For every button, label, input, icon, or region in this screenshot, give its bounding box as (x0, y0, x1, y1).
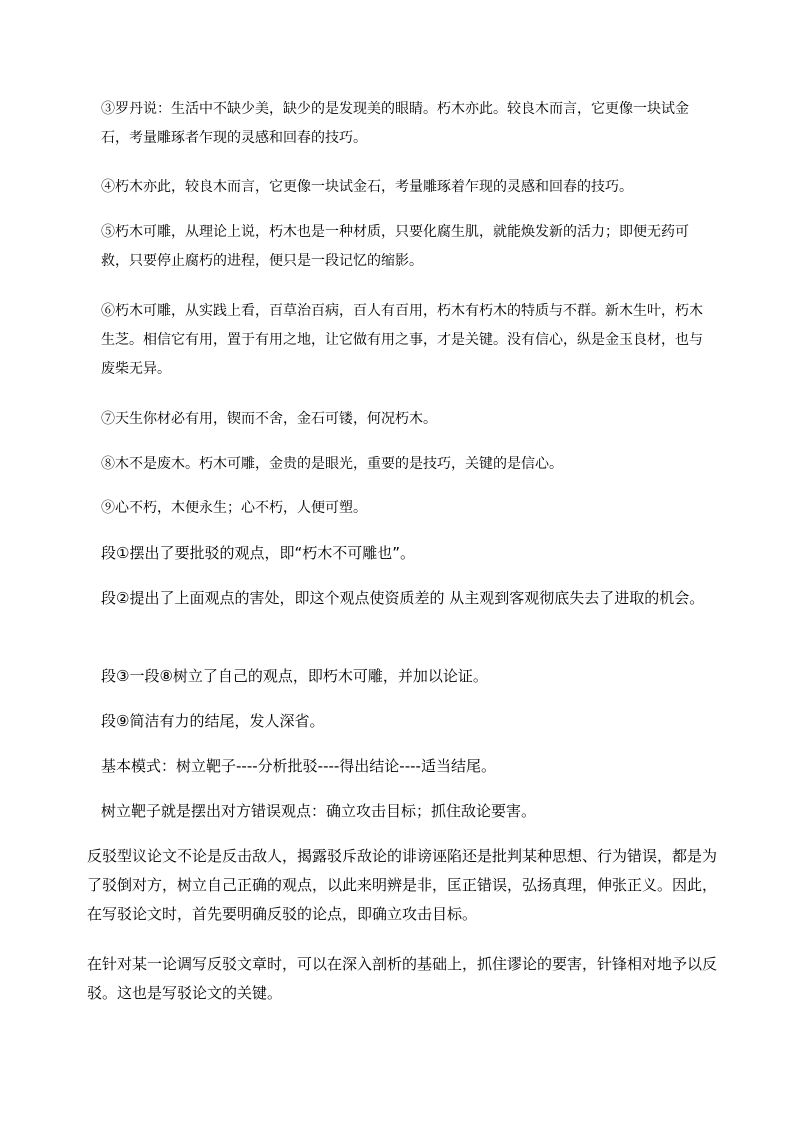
paragraph-6: ⑥朽木可雕，从实践上看，百草治百病，百人有百用，朽木有朽木的特质与不群。新木生叶，朽木生芝。相信它有用，置于有用之地，让它做有用之事，才是关键。没有信心，纵是金玉良材，也与废柴无异。 (101, 303, 703, 377)
paragraph-9: ⑨心不朽，木便永生；心不朽，人便可塑。 (101, 500, 367, 516)
set-up-target-definition: 树立靶子就是摆出对方错误观点：确立攻击目标；抓住敌论要害。 (101, 802, 537, 820)
paragraph-5: ⑤朽木可雕，从理论上说，朽木也是一种材质，只要化腐生肌，就能焕发新的活力；即便无药可救，只要停止腐朽的进程，便只是一段记忆的缩影。 (101, 224, 689, 269)
refutation-essay-explanation: 反驳型议论文不论是反击敌人，揭露驳斥敌论的诽谤诬陷还是批判某种思想、行为错误，都是为了驳倒对方，树立自己正确的观点，以此来明辨是非，匡正错误，弘扬真理，伸张正义。因此，在写驳论文时，首先要明确反驳的论点，即确立攻击目标。 (87, 847, 718, 923)
paragraph-8: ⑧木不是废木。朽木可雕，金贵的是眼光，重要的是技巧，关键的是信心。 (101, 456, 563, 472)
analysis-paragraph-2: 段②提出了上面观点的害处，即这个观点使资质差的 从主观到客观彻底失去了进取的机会。 (101, 589, 705, 607)
paragraph-3-rodin-quote: ③罗丹说：生活中不缺少美，缺少的是发现美的眼睛。朽木亦此。较良木而言，它更像一块试金石，考量雕琢者乍现的灵感和回春的技巧。 (101, 101, 689, 146)
paragraph-7: ⑦天生你材必有用，锲而不舍，金石可镂，何况朽木。 (101, 411, 437, 427)
analysis-paragraph-9: 段⑨简洁有力的结尾，发人深省。 (101, 712, 325, 730)
paragraph-4: ④朽木亦此，较良木而言，它更像一块试金石，考量雕琢着乍现的灵感和回春的技巧。 (101, 179, 633, 195)
refutation-key-point: 在针对某一论调写反驳文章时，可以在深入剖析的基础上，抓住谬论的要害，针锋相对地予以反驳。这也是写驳论文的关键。 (87, 955, 718, 1002)
basic-pattern: 基本模式：树立靶子----分析批驳----得出结论----适当结尾。 (101, 757, 496, 775)
analysis-paragraph-1: 段①摆出了要批驳的观点，即“朽木不可雕也”。 (101, 544, 415, 562)
analysis-paragraphs-3-8: 段③一段⑧树立了自己的观点，即朽木可雕，并加以论证。 (101, 667, 488, 685)
